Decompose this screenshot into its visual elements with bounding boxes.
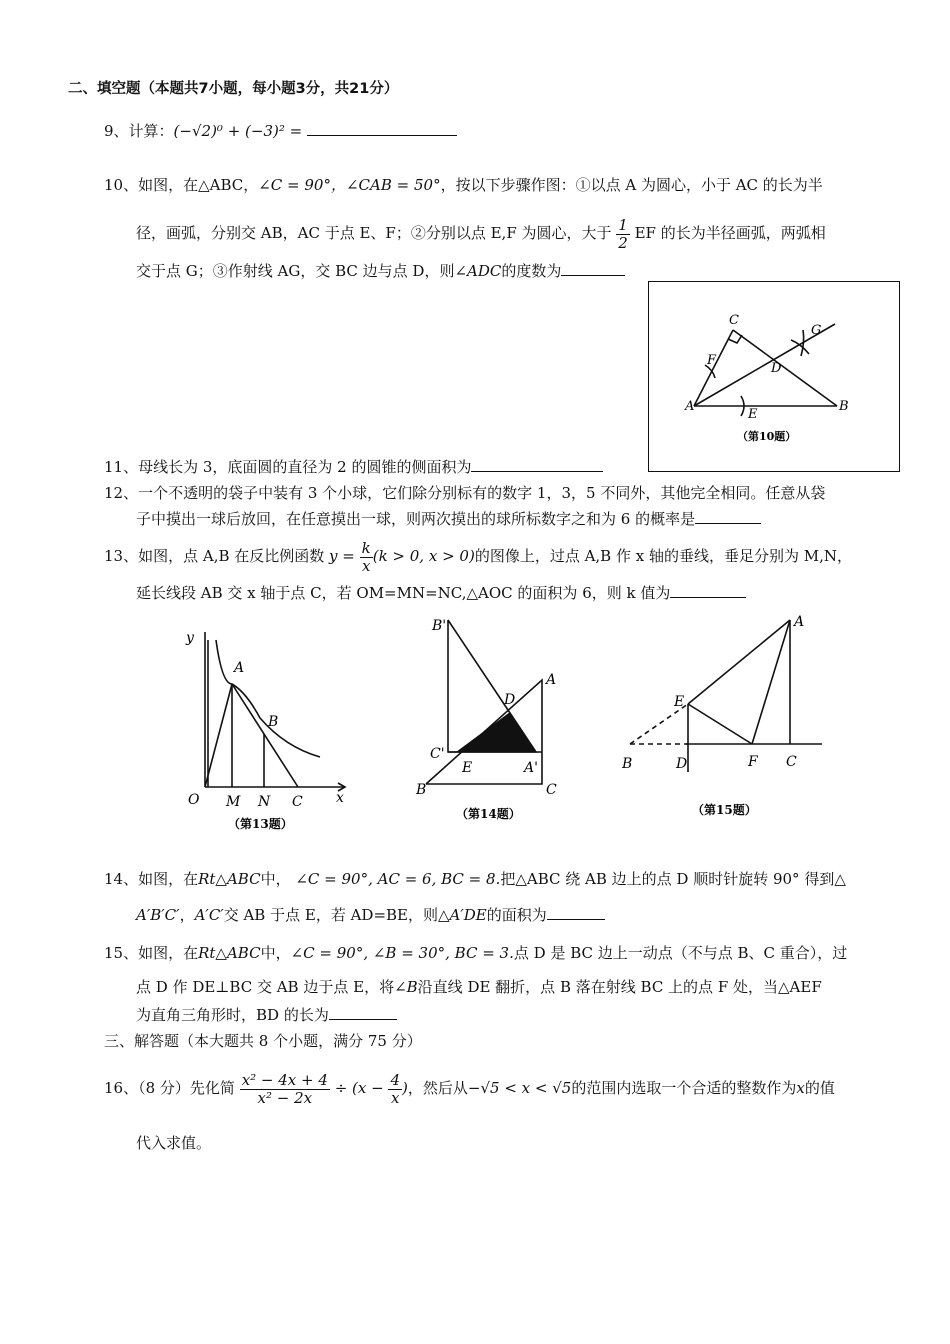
label-n: N xyxy=(258,794,271,810)
q16-division: ÷ (x − xyxy=(334,1079,384,1097)
question-10-line-1 xyxy=(104,174,823,196)
q16-main-fraction xyxy=(240,1072,330,1107)
figures-13-14-15 xyxy=(150,612,850,842)
q13-text: 13、如图，点 A,B 在反比例函数 xyxy=(104,547,325,565)
label-d: D xyxy=(771,361,782,376)
figure-14 xyxy=(415,618,557,821)
q12-text: 子中摸出一球后放回，在任意摸出一球，则两次摸出的球所标数字之和为 6 的概率是 xyxy=(136,510,696,528)
question-16-line-2: 代入求值。 xyxy=(136,1134,212,1152)
label-a: A xyxy=(234,660,245,676)
arc-g-1 xyxy=(791,340,809,354)
q9-expression: (−√2)⁰ + (−3)² = xyxy=(173,122,303,140)
figure-14-caption: （第14题） xyxy=(456,807,521,821)
q14-text: ， xyxy=(179,906,195,924)
fraction-numerator: 1 xyxy=(618,215,628,234)
q13-function-condition: (k > 0, x > 0) xyxy=(372,547,475,565)
question-10-line-2 xyxy=(136,216,826,252)
figure-10-caption: （第10题） xyxy=(737,430,797,443)
q9-label: 9、计算： xyxy=(104,122,174,140)
q14-text: 的面积为 xyxy=(486,906,547,924)
question-14-line-1 xyxy=(104,868,846,890)
fraction-numerator: 4 xyxy=(390,1070,401,1089)
dashed-be xyxy=(630,704,688,744)
q16-text: 的值 xyxy=(804,1079,835,1097)
question-12-line-1: 12、一个不透明的袋子中装有 3 个小球，它们除分别标有的数字 1，3，5 不同外，其他完全相同。任意从袋 xyxy=(104,484,826,502)
q14-answer-blank[interactable] xyxy=(547,905,605,920)
q14-text: 中， xyxy=(260,870,291,888)
label-a: A xyxy=(546,672,557,688)
q15-text: 点 D 作 DE⊥BC 交 AB 边于点 E，将 xyxy=(136,978,395,996)
q10-text: 的度数为 xyxy=(501,262,562,280)
question-11 xyxy=(104,456,603,478)
fraction-numerator: x² − 4x + 4 xyxy=(241,1070,328,1089)
label-c: C xyxy=(729,313,739,328)
question-15-line-1 xyxy=(104,942,847,964)
label-e: E xyxy=(748,407,758,422)
label-a: A xyxy=(685,399,695,414)
q15-text: 点 D 是 BC 边上一动点（不与点 B、C 重合），过 xyxy=(513,944,848,962)
label-d: D xyxy=(504,692,516,708)
label-b: B xyxy=(622,756,633,772)
q11-text: 11、母线长为 3，底面圆的直径为 2 的圆锥的侧面积为 xyxy=(104,458,472,476)
q10-condition: ∠C = 90°，∠CAB = 50° xyxy=(258,176,441,194)
q16-text: 16、（8 分）先化简 xyxy=(104,1079,235,1097)
label-f: F xyxy=(707,353,717,368)
q15-answer-blank[interactable] xyxy=(329,1005,397,1020)
label-e: E xyxy=(462,760,473,776)
label-c-prime: C' xyxy=(430,746,445,762)
q16-inner-fraction xyxy=(388,1072,402,1107)
question-16-line-1 xyxy=(104,1068,835,1108)
q10-half-fraction xyxy=(616,217,630,252)
question-13-line-2 xyxy=(136,582,746,604)
label-o: O xyxy=(188,792,200,808)
question-15-line-3 xyxy=(136,1004,397,1026)
q10-angle: ∠ADC xyxy=(454,262,502,280)
label-g: G xyxy=(811,323,822,338)
fraction-denominator: x xyxy=(391,1088,400,1107)
q13-text: 的图像上，过点 A,B 作 x 轴的垂线，垂足分别为 M,N， xyxy=(474,547,852,565)
question-9 xyxy=(104,120,457,142)
figure-13 xyxy=(185,630,345,831)
q14-triangle: Rt△ABC xyxy=(198,870,261,888)
q13-function-fraction xyxy=(360,540,373,575)
figure-15 xyxy=(621,614,822,817)
q14-text: 14、如图，在 xyxy=(104,870,199,888)
label-f: F xyxy=(748,754,758,770)
question-13-line-1 xyxy=(104,538,852,575)
label-c: C xyxy=(786,754,797,770)
q10-text: 10、如图，在△ABC， xyxy=(104,176,259,194)
label-m: M xyxy=(226,794,241,810)
label-y: y xyxy=(186,630,194,646)
q10-text: 交于点 G；③作射线 AG，交 BC 边与点 D，则 xyxy=(136,262,455,280)
label-b-prime: B' xyxy=(432,618,447,634)
q15-triangle: Rt△ABC xyxy=(198,944,261,962)
q13-function-lhs: y = xyxy=(329,547,355,565)
label-c: C xyxy=(546,782,557,798)
q10-answer-blank[interactable] xyxy=(561,261,625,276)
q16-text: 的范围内选取一个合适的整数作为 xyxy=(571,1079,797,1097)
q13-text: 延长线段 AB 交 x 轴于点 C，若 OM=MN=NC,△AOC 的面积为 6，则 k 值为 xyxy=(136,584,671,602)
q15-text: 15、如图，在 xyxy=(104,944,199,962)
label-b: B xyxy=(268,714,279,730)
section-title: 三、解答题（本大题共 8 个小题，满分 75 分） xyxy=(104,1032,422,1050)
label-c: C xyxy=(292,794,303,810)
question-12-line-2 xyxy=(136,508,761,530)
fraction-denominator: x xyxy=(361,556,371,575)
fraction-denominator: x² − 2x xyxy=(257,1088,313,1107)
q10-text: EF 的长为半径画弧，两弧相 xyxy=(634,224,826,242)
q14-segment: A′C′ xyxy=(194,906,224,924)
label-b: B xyxy=(416,782,427,798)
segment-ea xyxy=(688,620,790,704)
figure-10 xyxy=(648,281,900,472)
q13-answer-blank[interactable] xyxy=(670,583,746,598)
q14-condition: ∠C = 90°, AC = 6, BC = 8. xyxy=(295,870,501,888)
q14-target-triangle: A′DE xyxy=(449,906,487,924)
question-10-line-3 xyxy=(136,260,625,282)
segment-oa xyxy=(205,684,232,787)
label-b: B xyxy=(839,399,849,414)
figure-13-caption: （第13题） xyxy=(228,817,293,831)
question-15-line-2 xyxy=(136,976,822,998)
q15-text: 为直角三角形时，BD 的长为 xyxy=(136,1006,329,1024)
figure-15-caption: （第15题） xyxy=(692,803,757,817)
label-a-prime: A' xyxy=(524,760,538,776)
q16-close-paren: ) xyxy=(402,1079,408,1097)
label-d: D xyxy=(676,756,688,772)
q15-condition: ∠C = 90°, ∠B = 30°, BC = 3. xyxy=(290,944,514,962)
q9-answer-blank[interactable] xyxy=(307,121,457,136)
q16-range: −√5 < x < √5 xyxy=(467,1079,572,1097)
label-e: E xyxy=(674,694,685,710)
q10-text: ，按以下步骤作图：①以点 A 为圆心，小于 AC 的长为半 xyxy=(440,176,823,194)
q14-rotated-triangle: A′B′C′ xyxy=(136,906,180,924)
segment-ef xyxy=(688,704,752,744)
question-14-line-2 xyxy=(136,904,605,926)
section-title: 二、填空题（本题共7小题，每小题3分，共21分） xyxy=(68,81,399,97)
q12-answer-blank[interactable] xyxy=(695,509,761,524)
label-a: A xyxy=(794,614,805,630)
q15-text: 中， xyxy=(260,944,291,962)
q15-angle: ∠B xyxy=(394,978,418,996)
q16-variable: x xyxy=(796,1079,805,1097)
fraction-denominator: 2 xyxy=(618,233,628,252)
figure-10-drawing xyxy=(649,282,899,471)
segment-fa xyxy=(752,620,790,744)
q11-answer-blank[interactable] xyxy=(471,457,603,472)
segment-ac xyxy=(232,684,298,787)
q14-text: 交 AB 于点 E，若 AD=BE，则△ xyxy=(223,906,450,924)
label-x: x xyxy=(336,790,344,806)
fraction-numerator: k xyxy=(361,538,371,557)
q10-text: 径，画弧，分别交 AB，AC 于点 E、F；②分别以点 E,F 为圆心，大于 xyxy=(136,224,612,242)
q16-text: ，然后从 xyxy=(407,1079,468,1097)
q14-text: 把△ABC 绕 AB 边上的点 D 顺时针旋转 90° 得到△ xyxy=(500,870,846,888)
q15-text: 沿直线 DE 翻折，点 B 落在射线 BC 上的点 F 处，当△AEF xyxy=(417,978,822,996)
segment-bc xyxy=(733,330,837,406)
